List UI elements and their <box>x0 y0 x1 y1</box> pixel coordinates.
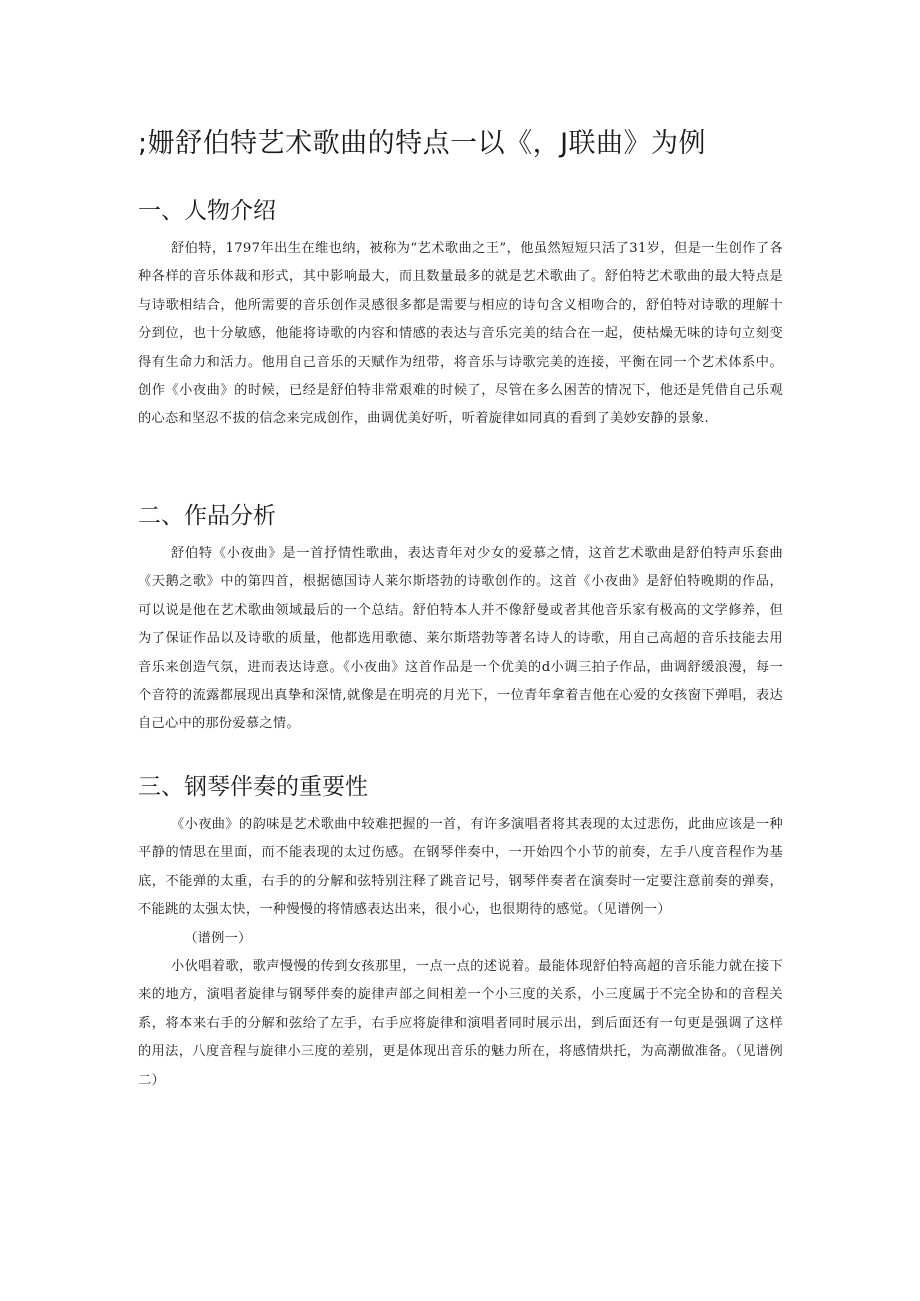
section-work-analysis <box>138 499 783 739</box>
score-example-caption: （谱例一） <box>184 930 252 946</box>
section-heading: 二、作品分析 <box>138 503 276 529</box>
paragraph: 《小夜曲》的韵味是艺术歌曲中较难把握的一首，有许多演唱者将其表现的太过悲伤，此曲应该是一种平静的情思在里面，而不能表现的太过伤感。在钢琴伴奏中，一开始四个小节的前奏，左手八度音程作为基底，不能弹的太重，右手的的分解和弦特别注释了跳音记号，钢琴伴奏者在演奏时一定要注意前奏的弹奏，不能跳的太强太快，一种慢慢的将情感表达出来，很小心，也很期待的感觉。（见谱例一） <box>138 817 783 918</box>
paragraph: 舒伯特，1797年出生在维也纳，被称为“艺术歌曲之王”，他虽然短短只活了31岁，但是一生创作了各种各样的音乐体裁和形式，其中影响最大，而且数量最多的就是艺术歌曲了。舒伯特艺术歌曲的最大特点是 与诗歌相结合，他所需要的音乐创作灵感很多都是需要与相应的诗句含义相吻合的，舒伯特对诗歌的理解十分到位，也十分敏感，他能将诗歌的内容和情感的表达与音乐完美的结合在一起，使枯燥无味的诗句立刻变得有生命力和活力。他用自己音乐的天赋作为纽带，将音乐与诗歌完美的连接，平衡在同一个艺术体系中。创作《小夜曲》的时候，已经是舒伯特非常艰难的时候了，尽管在多么困苦的情况下，他还是凭借自己乐观的心态和坚忍不拔的信念来完成创作，曲调优美好听，听着旋律如同真的看到了美妙安静的景象. <box>138 241 783 427</box>
section-heading: 一、人物介绍 <box>138 198 276 224</box>
section-character-intro <box>138 194 783 434</box>
paragraph: 舒伯特《小夜曲》是一首抒情性歌曲，表达青年对少女的爱慕之情，这首艺术歌曲是舒伯特声乐套曲《天鹅之歌》中的第四首，根据德国诗人莱尔斯塔勃的诗歌创作的。这首《小夜曲》是舒伯特晚期的作品，可以说是他在艺术歌曲领域最后的一个总结。舒伯特本人并不像舒曼或者其他音乐家有极高的文学修养，但为了保证作品以及诗歌的质量，他都选用歌德、莱尔斯塔勃等著名诗人的诗歌，用自己高超的音乐技能去用音乐来创造气氛，进而表达诗意。《小夜曲》这首作品是一个优美的d小调三拍子作品，曲调舒缓浪漫，每一个音符的流露都展现出真挚和深情,就像是在明亮的月光下，一位青年拿着吉他在心爱的女孩窗下弹唱，表达自己心中的那份爱慕之情。 <box>138 546 783 732</box>
section-piano-accompaniment <box>138 770 783 1095</box>
section-heading: 三、钢琴伴奏的重要性 <box>138 774 368 800</box>
document-title: ;姗舒伯特艺术歌曲的特点一以《，J联曲》为例 <box>138 128 707 159</box>
paragraph: 小伙唱着歌，歌声慢慢的传到女孩那里，一点一点的述说着。最能体现舒伯特高超的音乐能力就在接下来的地方，演唱者旋律与钢琴伴奏的旋律声部之间相差一个小三度的关系，小三度属于不完全协和的音程关系，将本来右手的分解和弦给了左手，右手应将旋律和演唱者同时展示出，到后面还有一句更是强调了这样的用法，八度音程与旋律小三度的差别，更是体现出音乐的魅力所在，将感情烘托，为高潮做准备。（见谱例二） <box>138 959 783 1088</box>
